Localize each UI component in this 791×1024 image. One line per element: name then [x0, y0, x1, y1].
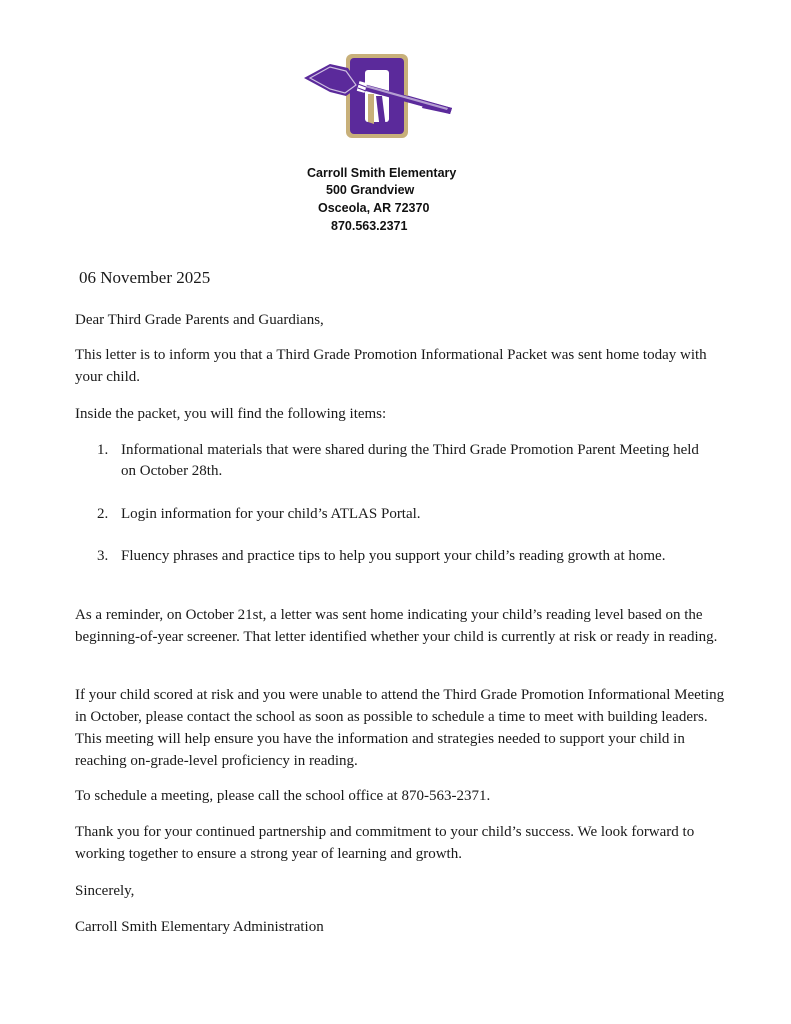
greeting: Dear Third Grade Parents and Guardians, — [75, 312, 324, 328]
letter-date: 06 November 2025 — [79, 268, 211, 287]
list-item — [75, 440, 715, 482]
school-street: 500 Grandview — [326, 183, 415, 197]
list-item-number: 2. — [97, 506, 109, 522]
paragraph-packet-contents: Inside the packet, you will find the following items: — [75, 406, 387, 422]
closing: Sincerely, — [75, 883, 135, 899]
feather-2 — [368, 94, 374, 124]
paragraph-thanks: Thank you for your continued partnership and commitment to your child’s success. We look forward to working together to ensure a strong year of learning and growth. — [75, 824, 695, 862]
list-item-text: Login information for your child’s ATLAS Portal. — [121, 506, 421, 522]
school-name: Carroll Smith Elementary — [307, 166, 457, 180]
school-city-state-zip: Osceola, AR 72370 — [318, 201, 430, 215]
paragraph-at-risk: If your child scored at risk and you were unable to attend the Third Grade Promotion Informational Meeting in October, please contact the school as soon as possible to schedule a time to meet with building leaders. This meeting will help ensure you have the information and strategies needed to support your child in reaching on-grade-level proficiency in reading. — [75, 687, 725, 769]
paragraph-reminder: As a reminder, on October 21st, a letter was sent home indicating your child’s reading level based on the beginning-of-year screener. That letter identified whether your child is currently at risk or ready in reading. — [75, 607, 718, 645]
paragraph-schedule: To schedule a meeting, please call the school office at 870-563-2371. — [75, 788, 491, 804]
school-phone: 870.563.2371 — [331, 219, 408, 233]
list-item — [75, 546, 715, 567]
list-item-number: 3. — [97, 548, 109, 564]
school-logo-icon — [302, 52, 454, 140]
signature: Carroll Smith Elementary Administration — [75, 919, 324, 935]
list-item — [75, 504, 715, 525]
list-item-text: Fluency phrases and practice tips to help you support your child’s reading growth at home. — [121, 548, 666, 564]
paragraph-intro: This letter is to inform you that a Third Grade Promotion Informational Packet was sent home today with your child. — [75, 347, 707, 385]
list-item-text: Informational materials that were shared during the Third Grade Promotion Parent Meeting held on October 28th. — [121, 442, 699, 479]
list-item-number: 1. — [97, 442, 109, 458]
